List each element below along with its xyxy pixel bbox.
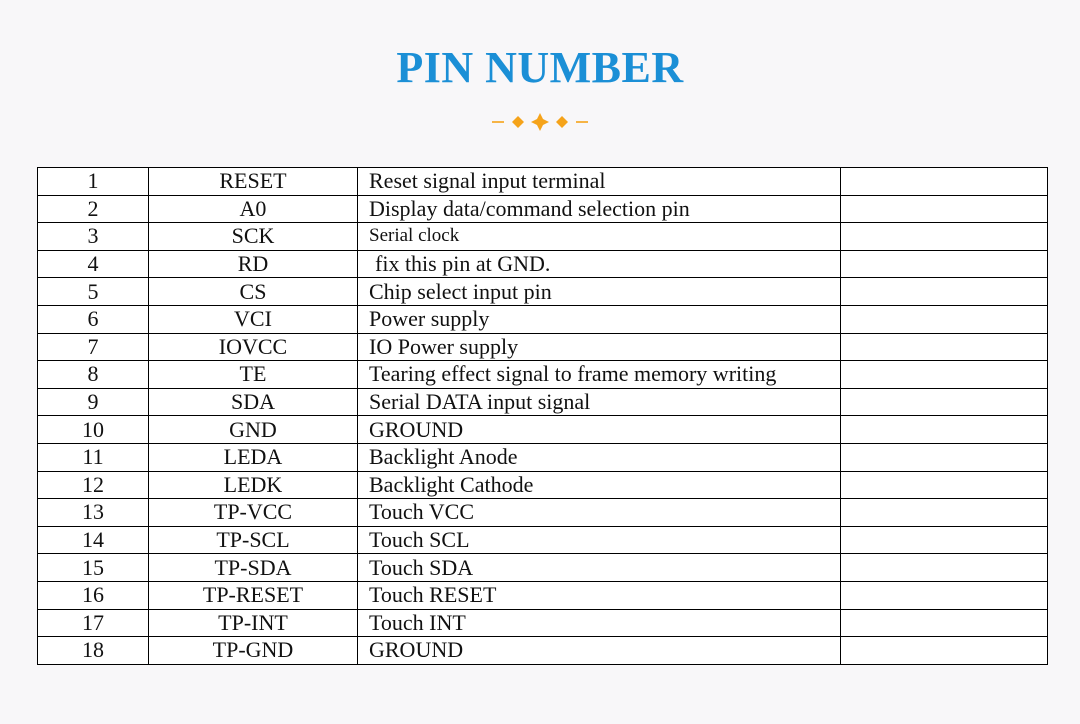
pin-description-cell: Chip select input pin [358,278,841,306]
pin-description-cell: Display data/command selection pin [358,195,841,223]
pin-name-cell: TE [149,361,358,389]
pin-name-cell: TP-SCL [149,526,358,554]
pin-note-cell [841,195,1048,223]
pin-note-cell [841,499,1048,527]
pin-description-cell: Power supply [358,305,841,333]
pin-name-cell: IOVCC [149,333,358,361]
pin-number-cell: 16 [38,581,149,609]
pin-name-cell: TP-SDA [149,554,358,582]
pin-note-cell [841,223,1048,251]
pin-name-cell: GND [149,416,358,444]
pin-note-cell [841,416,1048,444]
star-icon [531,113,549,131]
table-row [38,609,1048,637]
table-row [38,361,1048,389]
pin-name-cell: TP-INT [149,609,358,637]
table-row [38,168,1048,196]
pin-number-cell: 3 [38,223,149,251]
pin-description-cell: IO Power supply [358,333,841,361]
pin-name-cell: SDA [149,388,358,416]
table-row [38,195,1048,223]
pin-name-cell: SCK [149,223,358,251]
pin-description-cell: Serial DATA input signal [358,388,841,416]
pin-number-cell: 2 [38,195,149,223]
table-row [38,278,1048,306]
pin-number-cell: 14 [38,526,149,554]
table-row [38,250,1048,278]
pin-name-cell: A0 [149,195,358,223]
pin-name-cell: LEDK [149,471,358,499]
pin-description-cell: Serial clock [358,223,841,251]
pin-name-cell: CS [149,278,358,306]
pin-description-cell: Backlight Cathode [358,471,841,499]
pin-description-cell: Tearing effect signal to frame memory writing [358,361,841,389]
table-row [38,637,1048,665]
pin-description-cell: Touch SDA [358,554,841,582]
table-row [38,223,1048,251]
pin-note-cell [841,471,1048,499]
pin-note-cell [841,168,1048,196]
pin-note-cell [841,581,1048,609]
pin-description-cell: Touch SCL [358,526,841,554]
pin-table [37,167,1048,665]
pin-number-cell: 7 [38,333,149,361]
pin-note-cell [841,278,1048,306]
small-diamond-icon [512,116,524,128]
pin-name-cell: RESET [149,168,358,196]
pin-note-cell [841,250,1048,278]
pin-note-cell [841,554,1048,582]
pin-note-cell [841,609,1048,637]
pin-note-cell [841,443,1048,471]
table-row [38,333,1048,361]
pin-note-cell [841,526,1048,554]
pin-description-cell: Backlight Anode [358,443,841,471]
table-row [38,416,1048,444]
pin-number-cell: 9 [38,388,149,416]
table-row [38,581,1048,609]
pin-description-cell: Touch INT [358,609,841,637]
pin-number-cell: 15 [38,554,149,582]
table-row [38,388,1048,416]
small-diamond-icon [556,116,568,128]
pin-name-cell: RD [149,250,358,278]
table-row [38,499,1048,527]
page-title: PIN NUMBER [396,43,684,92]
pin-number-cell: 17 [38,609,149,637]
pin-description-cell: Touch VCC [358,499,841,527]
pin-number-cell: 8 [38,361,149,389]
pin-name-cell: LEDA [149,443,358,471]
pin-name-cell: TP-RESET [149,581,358,609]
table-row [38,471,1048,499]
pin-number-cell: 12 [38,471,149,499]
pin-number-cell: 13 [38,499,149,527]
pin-number-cell: 1 [38,168,149,196]
pin-number-cell: 4 [38,250,149,278]
table-row [38,526,1048,554]
pin-description-cell: GROUND [358,637,841,665]
pin-name-cell: VCI [149,305,358,333]
pin-note-cell [841,333,1048,361]
pin-note-cell [841,305,1048,333]
pin-description-cell: fix this pin at GND. [358,250,841,278]
ornament-divider-icon [490,110,590,134]
pin-description-cell: Reset signal input terminal [358,168,841,196]
pin-description-cell: Touch RESET [358,581,841,609]
pin-name-cell: TP-VCC [149,499,358,527]
pin-number-cell: 6 [38,305,149,333]
pin-number-cell: 10 [38,416,149,444]
pin-note-cell [841,388,1048,416]
pin-number-cell: 5 [38,278,149,306]
table-row [38,305,1048,333]
table-row [38,443,1048,471]
pin-note-cell [841,637,1048,665]
table-row [38,554,1048,582]
pin-description-cell: GROUND [358,416,841,444]
pin-number-cell: 11 [38,443,149,471]
pin-number-cell: 18 [38,637,149,665]
pin-note-cell [841,361,1048,389]
pin-name-cell: TP-GND [149,637,358,665]
